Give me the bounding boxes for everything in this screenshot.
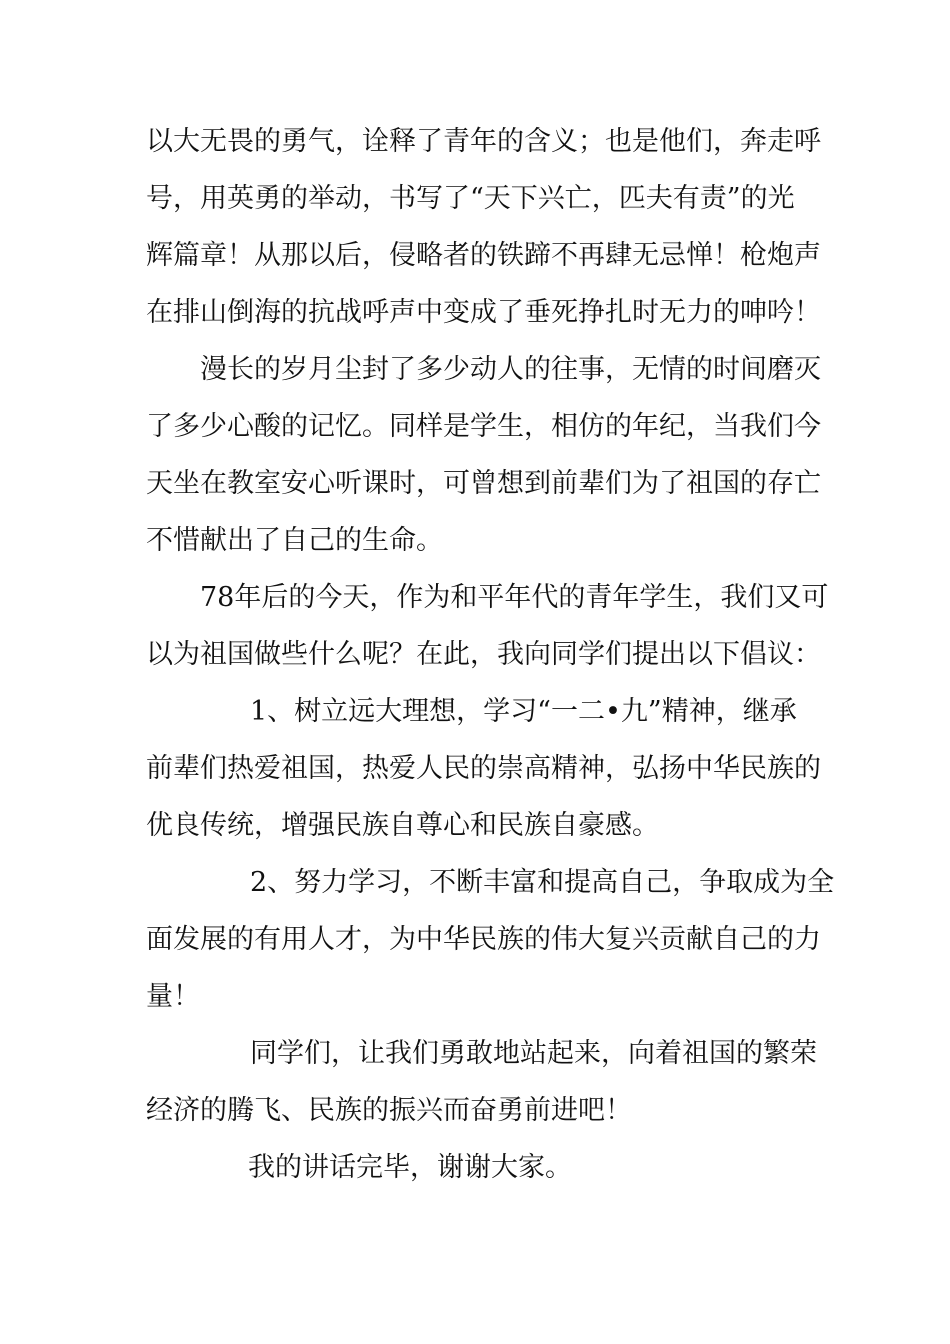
list-item-1-first-line: 1、树立远大理想，学习“一二•九”精神，继承 <box>250 696 797 727</box>
text-line: 天坐在教室安心听课时，可曾想到前辈们为了祖国的存亡 <box>146 468 821 499</box>
text-line: 经济的腾飞、民族的振兴而奋勇前进吧！ <box>146 1095 632 1126</box>
text-line: 以大无畏的勇气，诠释了青年的含义；也是他们，奔走呼 <box>146 126 821 157</box>
text-line: 78年后的今天，作为和平年代的青年学生，我们又可 <box>200 582 829 613</box>
text-line: 量！ <box>146 981 200 1012</box>
text-line: 面发展的有用人才，为中华民族的伟大复兴贡献自己的力 <box>146 924 821 955</box>
text-line: 辉篇章！从那以后，侵略者的铁蹄不再肆无忌惮！枪炮声 <box>146 240 821 271</box>
text-line: 在排山倒海的抗战呼声中变成了垂死挣扎时无力的呻吟！ <box>146 297 821 328</box>
text-line: 优良传统，增强民族自尊心和民族自豪感。 <box>146 810 659 841</box>
text-line: 漫长的岁月尘封了多少动人的往事，无情的时间磨灭 <box>200 354 821 385</box>
text-line: 同学们，让我们勇敢地站起来，向着祖国的繁荣 <box>250 1038 817 1069</box>
text-line: 了多少心酸的记忆。同样是学生，相仿的年纪，当我们今 <box>146 411 821 442</box>
text-line: 不惜献出了自己的生命。 <box>146 525 443 556</box>
closing-line: 我的讲话完毕，谢谢大家。 <box>248 1152 572 1183</box>
text-line: 前辈们热爱祖国，热爱人民的崇高精神，弘扬中华民族的 <box>146 753 821 784</box>
text-line: 以为祖国做些什么呢？在此，我向同学们提出以下倡议： <box>146 639 821 670</box>
list-item-2-first-line: 2、努力学习，不断丰富和提高自己，争取成为全 <box>250 867 835 898</box>
text-line: 号，用英勇的举动，书写了“天下兴亡，匹夫有责”的光 <box>146 183 795 214</box>
